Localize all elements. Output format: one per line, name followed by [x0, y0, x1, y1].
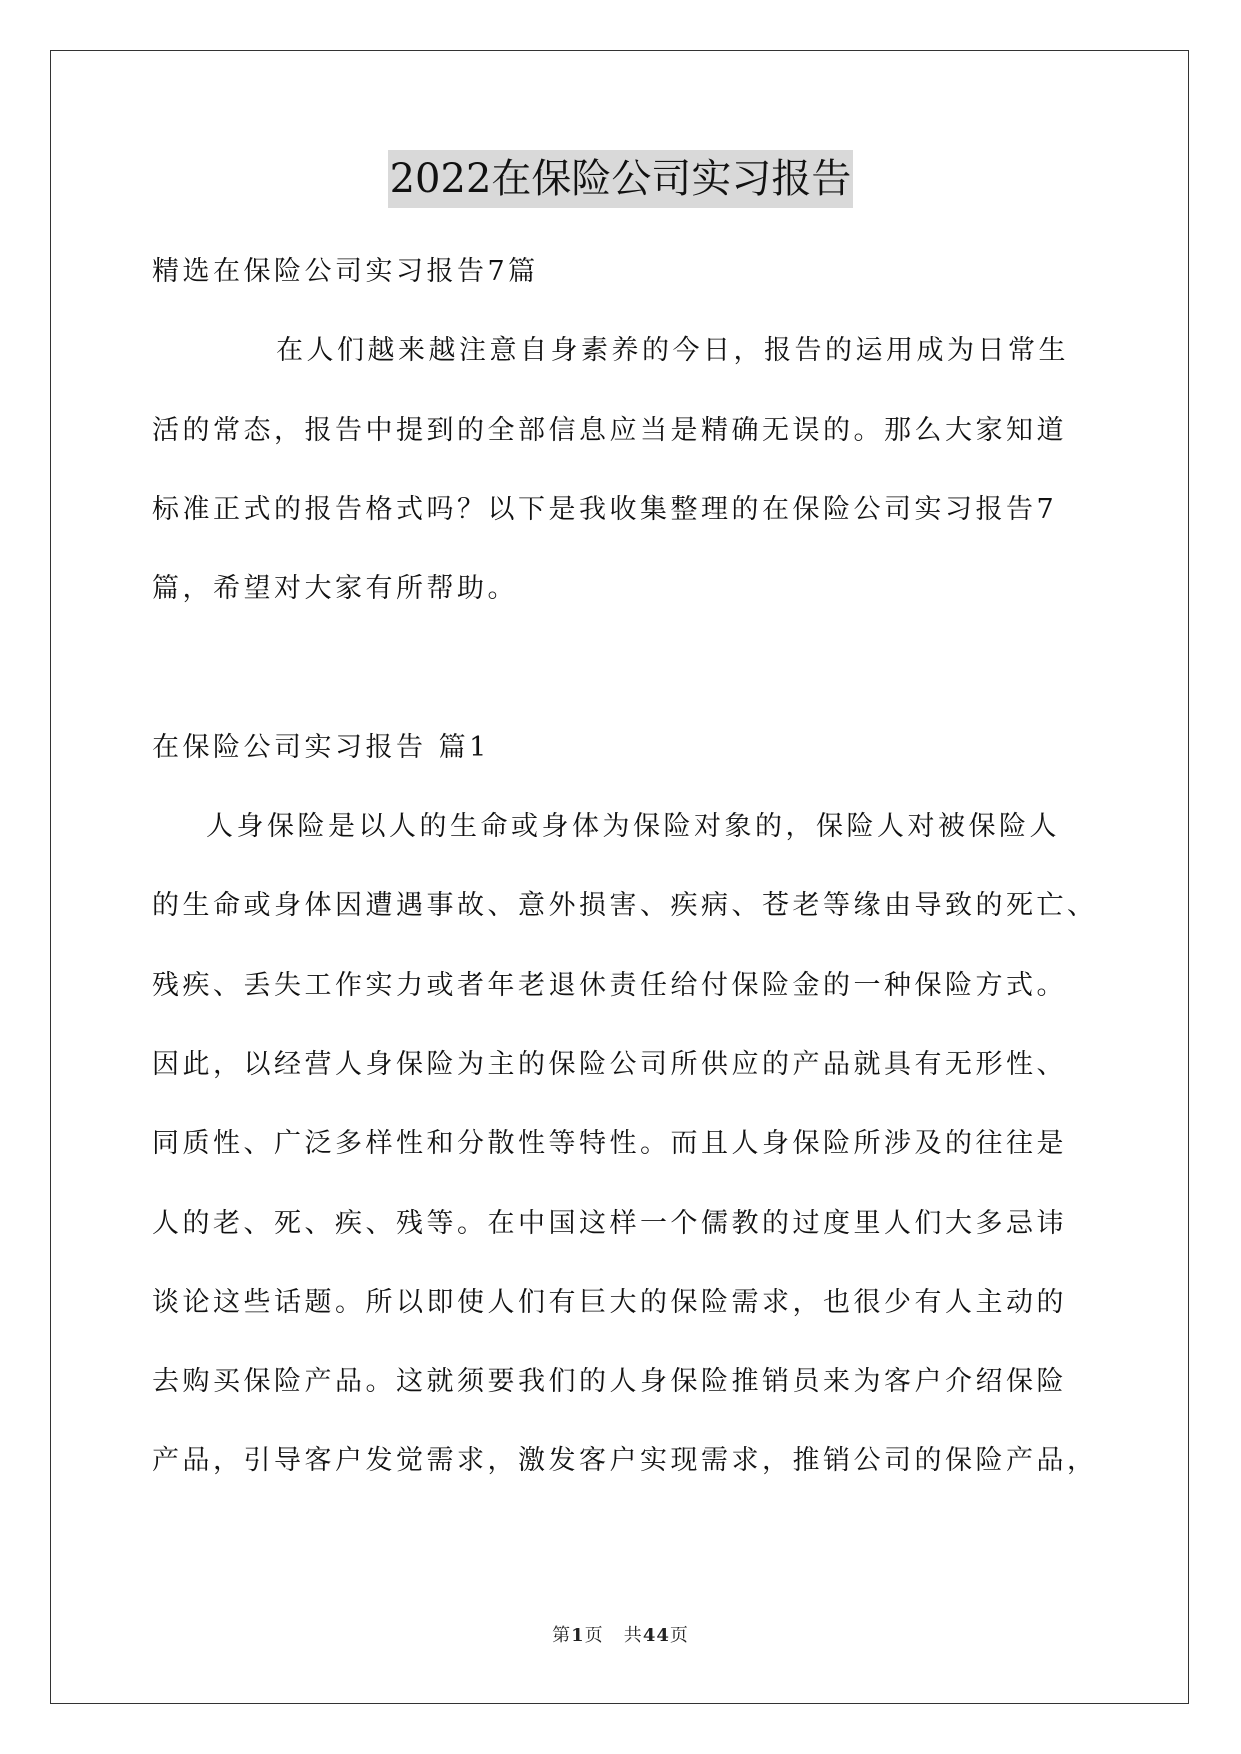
section-line: 残疾、丢失工作实力或者年老退休责任给付保险金的一种保险方式。 — [152, 969, 1067, 1001]
intro-line: 标准正式的报告格式吗？以下是我收集整理的在保险公司实习报告7 — [152, 493, 1058, 525]
document-subtitle: 精选在保险公司实习报告7篇 — [152, 256, 539, 287]
document-title: 2022在保险公司实习报告 — [388, 150, 854, 208]
intro-line: 活的常态，报告中提到的全部信息应当是精确无误的。那么大家知道 — [152, 414, 1067, 446]
current-page-number: 1 — [571, 1625, 585, 1646]
paragraph-gap — [152, 628, 1092, 707]
section-line: 产品，引导客户发觉需求，激发客户实现需求，推销公司的保险产品， — [152, 1445, 1098, 1477]
section-heading: 在保险公司实习报告 篇1 — [152, 731, 490, 763]
document-body — [152, 232, 1098, 1501]
total-page-count: 44 — [642, 1625, 670, 1646]
section-line: 去购买保险产品。这就须要我们的人身保险推销员来为客户介绍保险 — [152, 1366, 1067, 1398]
section-line: 谈论这些话题。所以即使人们有巨大的保险需求，也很少有人主动的 — [152, 1286, 1067, 1318]
footer-suffix: 页 — [669, 1625, 689, 1646]
page-footer — [0, 1621, 1241, 1647]
footer-prefix: 第 — [552, 1625, 572, 1646]
section-line: 因此，以经营人身保险为主的保险公司所供应的产品就具有无形性、 — [152, 1048, 1067, 1080]
section-line: 的生命或身体因遭遇事故、意外损害、疾病、苍老等缘由导致的死亡、 — [152, 890, 1098, 922]
section-line: 人的老、死、疾、残等。在中国这样一个儒教的过度里人们大多忌讳 — [152, 1207, 1067, 1239]
footer-middle: 页 共 — [584, 1625, 643, 1646]
section-line: 同质性、广泛多样性和分散性等特性。而且人身保险所涉及的往往是 — [152, 1128, 1067, 1160]
intro-line: 在人们越来越注意自身素养的今日，报告的运用成为日常生 — [276, 335, 1069, 367]
title-container — [0, 150, 1241, 208]
intro-line: 篇，希望对大家有所帮助。 — [152, 573, 518, 605]
section-line: 人身保险是以人的生命或身体为保险对象的，保险人对被保险人 — [206, 811, 1060, 843]
